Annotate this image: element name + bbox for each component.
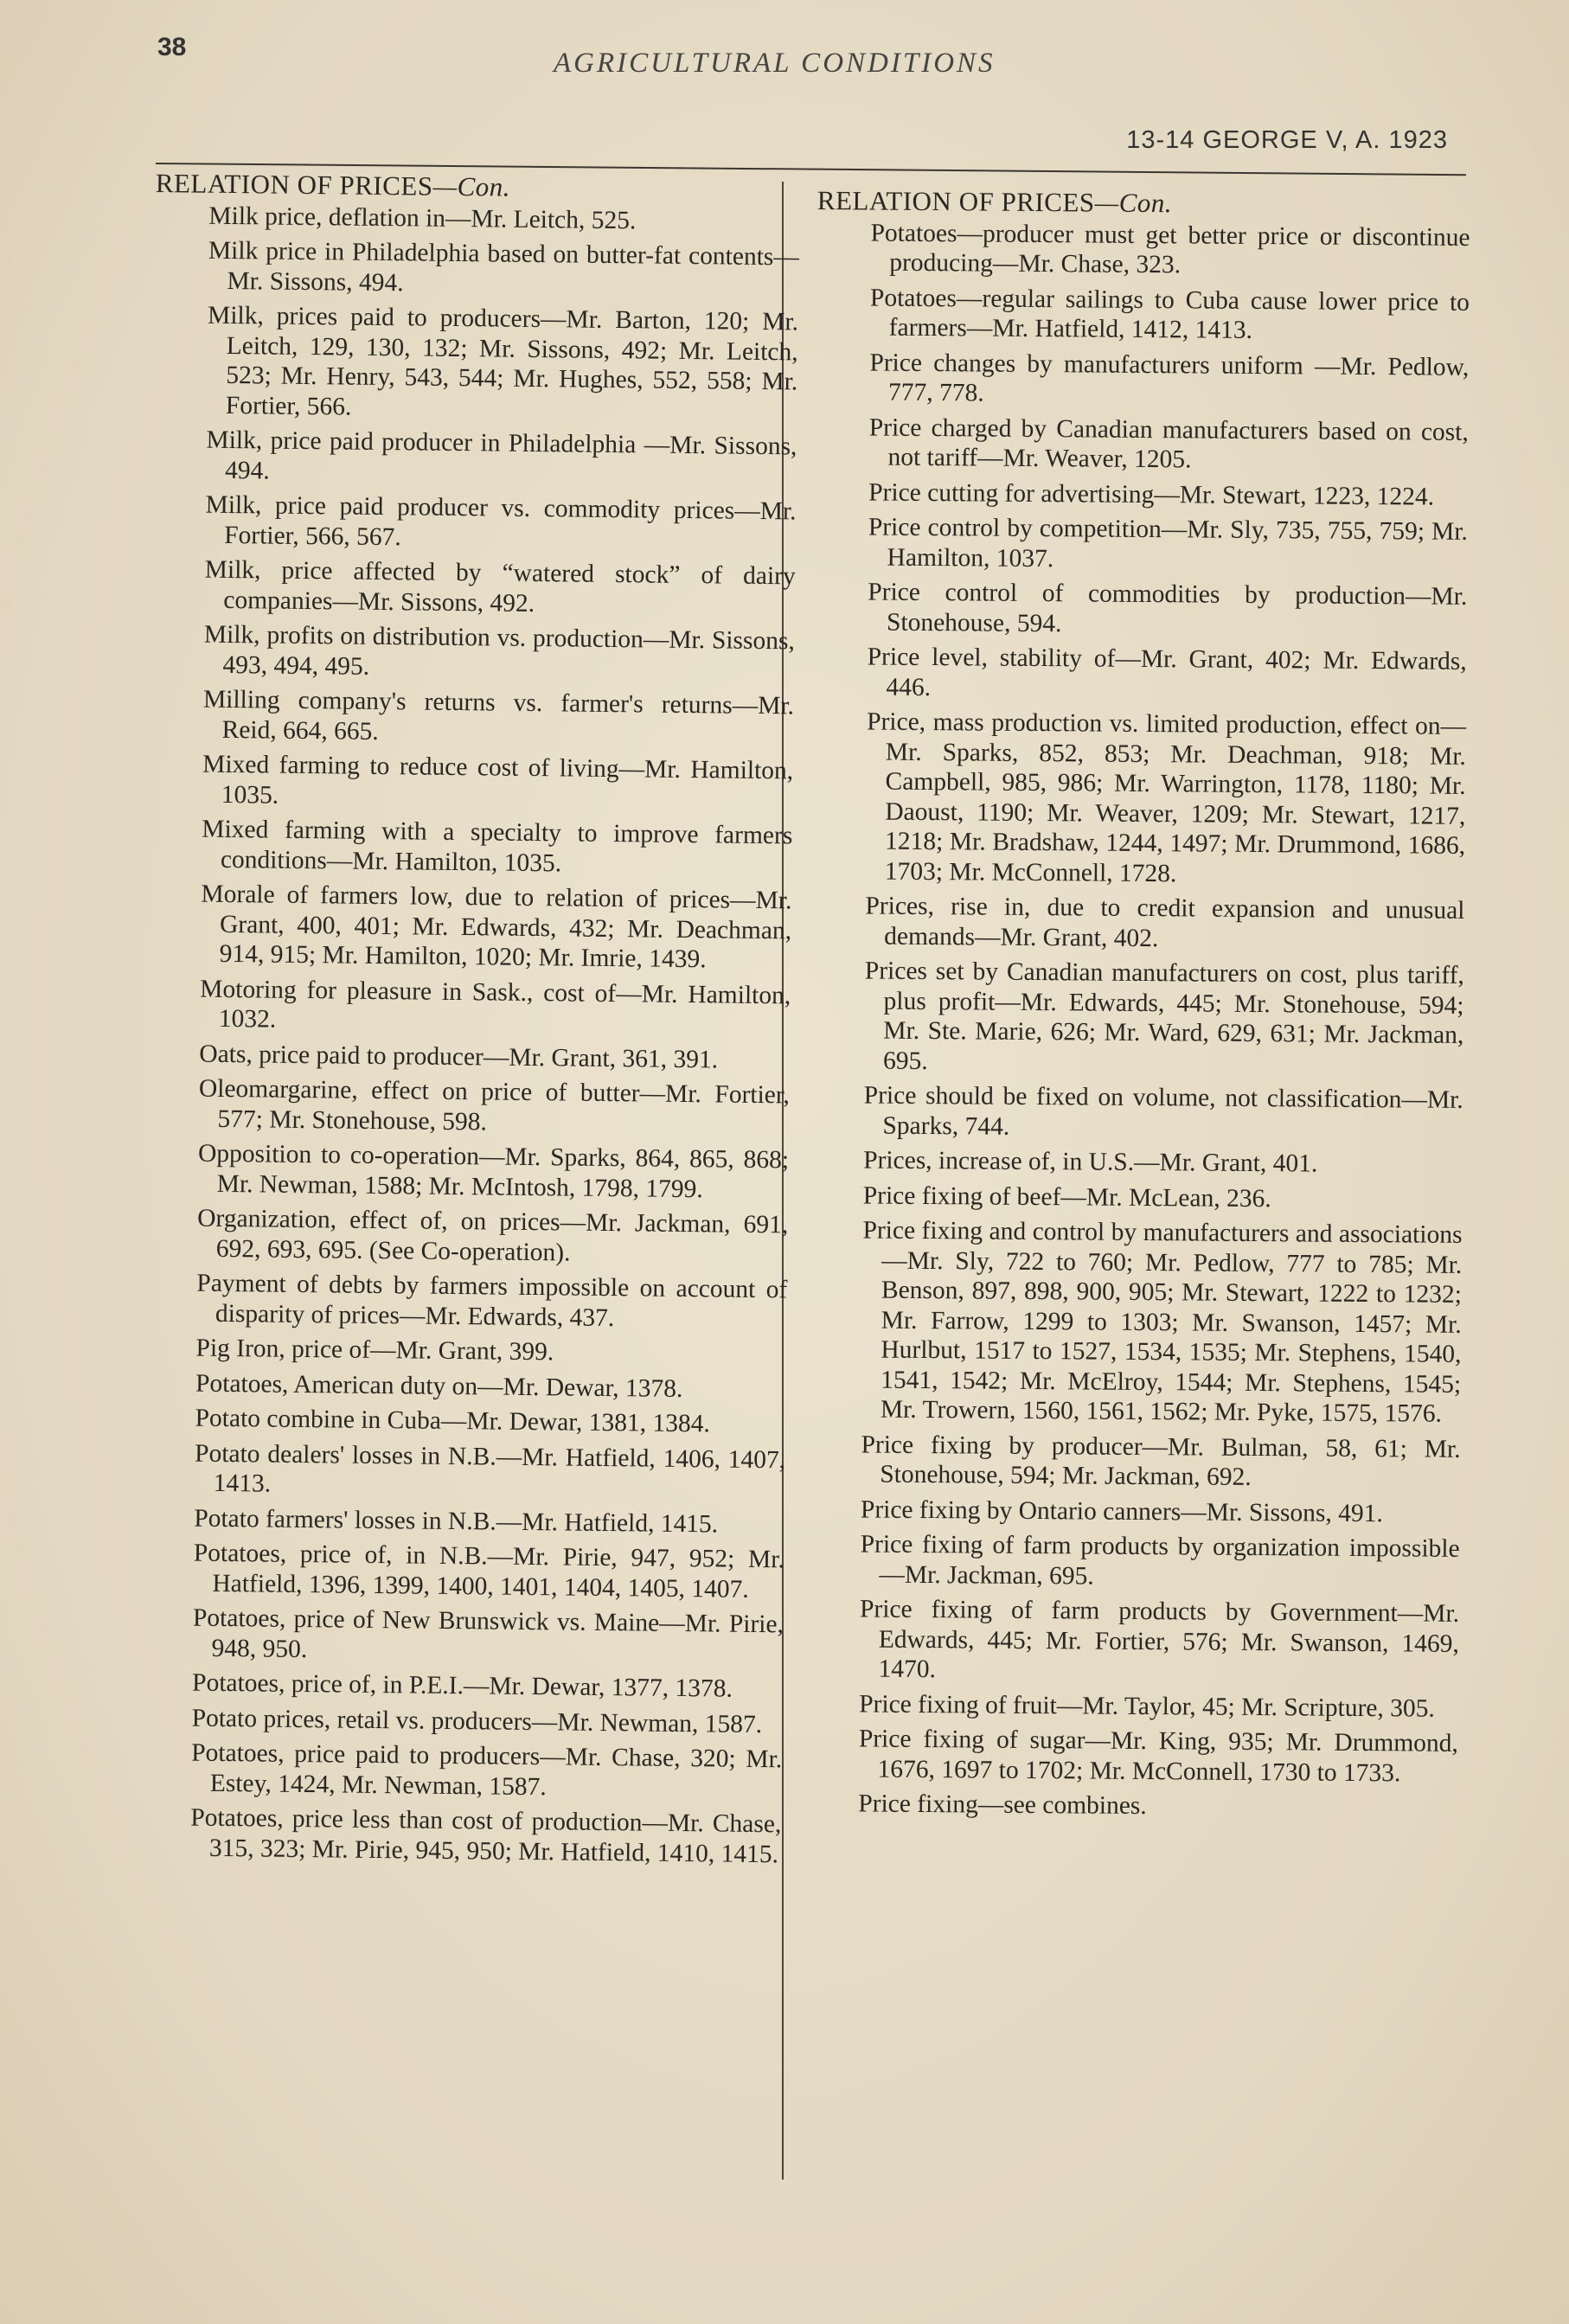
index-entry: Prices, increase of, in U.S.—Mr. Grant, 401. bbox=[863, 1146, 1318, 1178]
index-entry: Price fixing of sugar—Mr. King, 935; Mr. Drummond, 1676, 1697 to 1702; Mr. McConnell, 1730 to 1733. bbox=[858, 1725, 1459, 1787]
index-entry: Price fixing of farm products by organization impossible—Mr. Jackman, 695. bbox=[860, 1530, 1460, 1591]
index-entry: Price changes by manufacturers uniform —Mr. Pedlow, 777, 778. bbox=[869, 348, 1470, 407]
index-entry: Price fixing of farm products by Government—Mr. Edwards, 445; Mr. Fortier, 576; Mr. Swanson, 1469, 1470. bbox=[859, 1595, 1460, 1684]
session-label: 13-14 GEORGE V, A. 1923 bbox=[1126, 126, 1448, 154]
index-entry: Oleomargarine, effect on price of butter—Mr. Fortier, 577; Mr. Stonehouse, 598. bbox=[198, 1074, 791, 1136]
index-entry: Potato prices, retail vs. producers—Mr. Newman, 1587. bbox=[191, 1704, 763, 1738]
index-entry: Price fixing and control by manufacturers and associations—Mr. Sly, 722 to 760; Mr. Pedlow, 777 to 785; Mr. Benson, 897, 898, 900, 905; Mr. Stewart, 1222 to 1232; Mr. Farrow, 1299 to 1303; Mr. Swanson, 1457; Mr. Hurlbut, 1517 to 1527, 1534, 1535; Mr. Stephens, 1540, 1541, 1542; Mr. McElroy, 1544; Mr. Stephens, 1545; Mr. Trowern, 1560, 1561, 1562; Mr. Pyke, 1575, 1576. bbox=[862, 1216, 1463, 1428]
index-entry: Organization, effect of, on prices—Mr. Jackman, 691, 692, 693, 695. (See Co-operation). bbox=[197, 1204, 789, 1267]
index-entry: Price fixing—see combines. bbox=[858, 1789, 1147, 1821]
right-column bbox=[804, 186, 1470, 1828]
index-entry: Price fixing by producer—Mr. Bulman, 58, 61; Mr. Stonehouse, 594; Mr. Jackman, 692. bbox=[861, 1430, 1461, 1491]
index-entry: Motoring for pleasure in Sask., cost of—Mr. Hamilton, 1032. bbox=[200, 975, 791, 1034]
index-entry: Opposition to co-operation—Mr. Sparks, 864, 865, 868; Mr. Newman, 1588; Mr. McIntosh, 1798, 1799. bbox=[197, 1139, 790, 1203]
index-entry: Potato farmers' losses in N.B.—Mr. Hatfield, 1415. bbox=[194, 1504, 719, 1538]
index-entry: Potatoes, American duty on—Mr. Dewar, 1378. bbox=[195, 1369, 683, 1403]
index-entry: Potatoes, price paid to producers—Mr. Chase, 320; Mr. Estey, 1424, Mr. Newman, 1587. bbox=[191, 1738, 783, 1801]
index-entry: Prices set by Canadian manufacturers on cost, plus tariff, plus profit—Mr. Edwards, 445; Mr. Stonehouse, 594; Mr. Ste. Marie, 626; Mr. Ward, 629, 631; Mr. Jackman, 695. bbox=[864, 957, 1464, 1075]
section-heading bbox=[156, 169, 800, 206]
heading-text: RELATION OF PRICES bbox=[155, 168, 433, 202]
index-entry: Mixed farming to reduce cost of living—Mr. Hamilton, 1035. bbox=[202, 750, 794, 810]
index-entry: Milk, prices paid to producers—Mr. Barton, 120; Mr. Leitch, 129, 130, 132; Mr. Sissons, 492; Mr. Leitch, 523; Mr. Henry, 543, 544; Mr. Hughes, 552, 558; Mr. Fortier, 566. bbox=[207, 301, 799, 421]
index-entry: Potatoes—regular sailings to Cuba cause lower price to farmers—Mr. Hatfield, 1412, 1413. bbox=[869, 283, 1470, 344]
index-entry: Morale of farmers low, due to relation of prices—Mr. Grant, 400, 401; Mr. Edwards, 432; Mr. Deachman, 914, 915; Mr. Hamilton, 1020; Mr. Imrie, 1439. bbox=[201, 880, 792, 974]
section-heading bbox=[817, 186, 1470, 221]
index-entry: Milk, price affected by “watered stock” of dairy companies—Mr. Sissons, 492. bbox=[204, 555, 796, 618]
running-title: AGRICULTURAL CONDITIONS bbox=[554, 48, 996, 79]
index-entry: Price fixing of fruit—Mr. Taylor, 45; Mr. Scripture, 305. bbox=[859, 1689, 1435, 1723]
index-entry: Milk price in Philadelphia based on butter-fat contents—Mr. Sissons, 494. bbox=[208, 236, 800, 297]
index-entry: Price charged by Canadian manufacturers based on cost, not tariff—Mr. Weaver, 1205. bbox=[868, 413, 1469, 474]
heading-suffix: —Con. bbox=[1094, 187, 1173, 219]
index-entry: Potatoes, price less than cost of production—Mr. Chase, 315, 323; Mr. Pirie, 945, 950; Mr. Hatfield, 1410, 1415. bbox=[190, 1803, 782, 1868]
entry-list bbox=[804, 217, 1470, 1823]
page-number: 38 bbox=[157, 33, 187, 61]
index-entry: Potatoes—producer must get better price or discontinue producing—Mr. Chase, 323. bbox=[870, 218, 1470, 279]
index-entry: Price should be fixed on volume, not classification—Mr. Sparks, 744. bbox=[863, 1081, 1463, 1141]
heading-text: RELATION OF PRICES bbox=[817, 185, 1095, 218]
index-entry: Mixed farming with a specialty to improve farmers conditions—Mr. Hamilton, 1035. bbox=[202, 815, 793, 877]
index-entry: Price control by competition—Mr. Sly, 735, 755, 759; Mr. Hamilton, 1037. bbox=[868, 513, 1469, 573]
index-entry: Pig Iron, price of—Mr. Grant, 399. bbox=[195, 1334, 554, 1367]
index-entry: Price level, stability of—Mr. Grant, 402; Mr. Edwards, 446. bbox=[867, 643, 1467, 701]
index-entry: Price fixing of beef—Mr. McLean, 236. bbox=[862, 1181, 1271, 1213]
index-entry: Potato combine in Cuba—Mr. Dewar, 1381, 1384. bbox=[195, 1404, 711, 1438]
entry-list bbox=[137, 200, 800, 1869]
index-entry: Potatoes, price of, in N.B.—Mr. Pirie, 947, 952; Mr. Hatfield, 1396, 1399, 1400, 1401, 1404, 1405, 1407. bbox=[193, 1539, 784, 1604]
index-entry: Milling company's returns vs. farmer's returns—Mr. Reid, 664, 665. bbox=[202, 685, 795, 746]
index-entry: Price control of commodities by production—Mr. Stonehouse, 594. bbox=[868, 578, 1468, 637]
index-entry: Potatoes, price of New Brunswick vs. Maine—Mr. Pirie, 948, 950. bbox=[192, 1604, 784, 1663]
index-entry: Payment of debts by farmers impossible on account of disparity of prices—Mr. Edwards, 437. bbox=[196, 1269, 788, 1332]
index-entry: Milk price, deflation in—Mr. Leitch, 525. bbox=[208, 202, 637, 234]
index-entry: Milk, profits on distribution vs. production—Mr. Sissons, 493, 494, 495. bbox=[203, 620, 796, 681]
index-entry: Price cutting for advertising—Mr. Stewart, 1223, 1224. bbox=[868, 477, 1435, 511]
index-entry: Potato dealers' losses in N.B.—Mr. Hatfield, 1406, 1407, 1413. bbox=[194, 1439, 786, 1498]
index-entry: Milk, price paid producer in Philadelphia —Mr. Sissons, 494. bbox=[206, 426, 797, 485]
index-entry: Prices, rise in, due to credit expansion and unusual demands—Mr. Grant, 402. bbox=[865, 892, 1465, 952]
left-column bbox=[137, 169, 800, 1874]
index-entry: Price, mass production vs. limited production, effect on—Mr. Sparks, 852, 853; Mr. Deachman, 918; Mr. Campbell, 985, 986; Mr. Warrington, 1178, 1180; Mr. Daoust, 1190; Mr. Weaver, 1209; Mr. Stewart, 1217, 1218; Mr. Bradshaw, 1244, 1497; Mr. Drummond, 1686, 1703; Mr. McConnell, 1728. bbox=[867, 707, 1467, 887]
heading-suffix: —Con. bbox=[432, 170, 511, 202]
index-entry: Oats, price paid to producer—Mr. Grant, 361, 391. bbox=[199, 1040, 719, 1073]
index-entry: Potatoes, price of, in P.E.I.—Mr. Dewar, 1377, 1378. bbox=[191, 1668, 733, 1703]
index-entry: Price fixing by Ontario canners—Mr. Sissons, 491. bbox=[860, 1495, 1383, 1527]
index-entry: Milk, price paid producer vs. commodity prices—Mr. Fortier, 566, 567. bbox=[205, 490, 797, 551]
